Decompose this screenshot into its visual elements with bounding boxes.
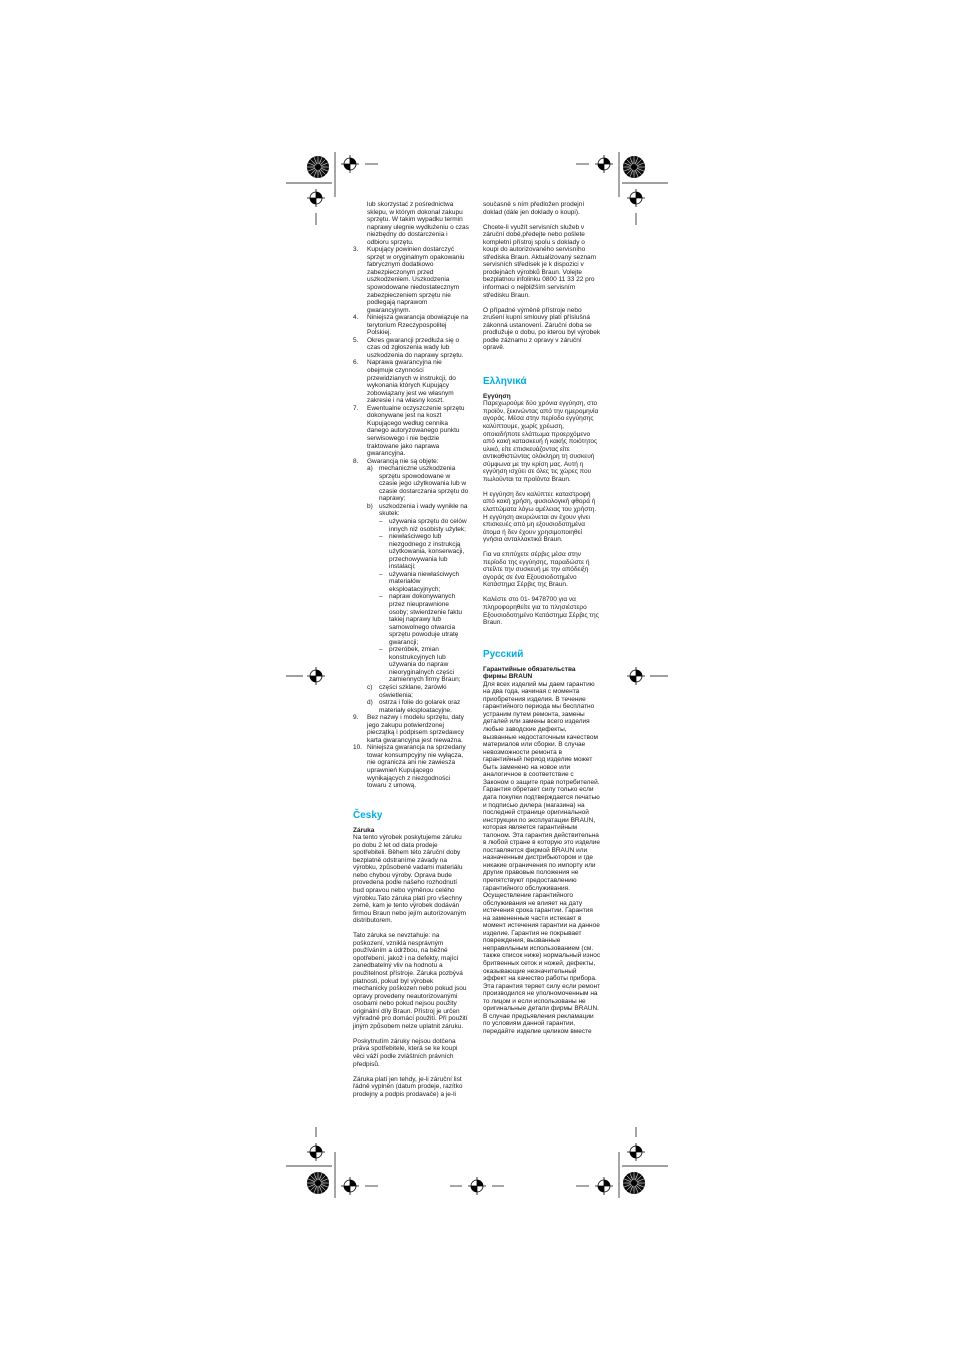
list-item: 8. Gwarancją nie są objęte: a) mechaniczne uszkodzenia sprzętu spowodowane w czasie jego użytkowania lub w czasie dostarczania sprzętu do naprawy; b) uszkodzenia i wady wynikłe na skutek: – używania sprzętu do celów innych niż osobisty użytek; – niewłaściwego lub niezgodnego z instrukcją użytkowania, konserwacji, przechowywania lub instalacji; – używania niewłaściwych materiałów eksploatacyjnych; – napraw dokonywanych przez nieuprawnione osoby; stwierdzenie faktu takiej naprawy lub samowolnego otwarcia sprzętu powoduje utratę gwarancji; – przeróbek, zmian konstrukcyjnych lub używania do napraw nieoryginalnych części zamiennych firmy Braun; c) części szklane, żarówki oświetlenia; d) ostrza i folie do golarek oraz materiały eksploatacyjne. [353, 457, 469, 714]
right-column [483, 201, 601, 1035]
registration-target [341, 155, 359, 173]
starburst-mark-top-right [623, 156, 645, 178]
registration-target [595, 155, 613, 173]
paragraph: Για να επιτύχετε σέρβις μέσα στην περίοδο της εγγύησης, παραδώστε ή στείλτε την συσκευή με την απόδειξη αγοράς σε ένα Εξουσιοδοτημένο Κατάστημα Σέρβις της Braun. [483, 551, 590, 589]
starburst-mark-bottom-left [307, 1172, 329, 1194]
registration-target [341, 1177, 359, 1195]
list-item: lub skorzystać z pośrednictwa sklepu, w którym dokonał zakupu sprzętu. W takim wypadku termin naprawy ulegnie wydłużeniu o czas niezbędny do dostarczenia i odbioru sprzętu. [367, 201, 469, 246]
paragraph: Na tento výrobek poskytujeme záruku po dobu 2 let od data prodeje spotřebiteli. Během této záruční doby bezplatně odstraníme závady na výrobku, způsobené vadami materiálu nebo chybou výroby. Oprava bude provedena podle našeho rozhodnutí bud opravou nebo výměnou celého výrobku.Tato záruka platí pro všechny země, kam je tento výrobek dodáván firmou Braun nebo jejím autorizovaným distributorem. [353, 834, 467, 925]
section-heading-cesky: Česky [353, 809, 383, 821]
registration-target [307, 1143, 325, 1161]
dash-item: – używania niewłaściwych materiałów eksploatacyjnych; [379, 570, 460, 593]
registration-target [595, 1177, 613, 1195]
list-item: 9. Bez nazwy i modelu sprzętu, daty jego zakupu potwierdzonej pieczątką i podpisem sprzedawcy karta gwarancyjna jest nieważna. [353, 714, 464, 744]
registration-target [627, 1143, 645, 1161]
dash-item: – niewłaściwego lub niezgodnego z instrukcją użytkowania, konserwacji, przechowywania lub instalacji; [379, 533, 465, 571]
polish-warranty-list [353, 201, 469, 790]
sub-item: c) części szklane, żarówki oświetlenia; [367, 684, 447, 699]
paragraph: Poskytnutím záruky nejsou dotčena práva spotřebitele, která se ke koupi věci váží podle zvláštních právních předpisů. [353, 1037, 458, 1068]
paragraph: Tato záruka se nevztahuje: na poškození, vzniklá nesprávným používáním a údržbou, na běžné opotřebení, jakož i na defekty, mající zanedbatelný vliv na hodnotu a použitelnost přístroje. Záruka pozbývá platnosti, pokud byl výrobek mechanicky poškozen nebo pokud jsou opravy provedeny neautorizovanými osobami nebo pokud nejsou použity originální díly Braun. Přístroj je určen výhradně pro domácí použití. Při použití jiným způsobem nelze uplatnit záruku. [353, 932, 468, 1030]
sub-item: b) uszkodzenia i wady wynikłe na skutek: [367, 502, 468, 518]
section-subheading: Záruka [353, 826, 375, 834]
sub-item: a) mechaniczne uszkodzenia sprzętu spowodowane w czasie jego użytkowania lub w czasie dostarczania sprzętu do naprawy; [367, 465, 469, 503]
paragraph: Παρεχωρούμε δύο χρόνια εγγύηση, στο προϊόν, ξεκινώντας από την ημερομηνία αγοράς. Μέσα στην περίοδο εγγύησης καλύπτουμε, χωρίς χρέωση, οποιαδήποτε ελάττωμα προερχόμενο από κακή κατασκευή ή κακής ποιότητος υλικό, είτε επισκευάζοντας είτε αντικαθιστώντας ολόκληρη τη συσκευή σύμφωνα με την κρίση μας. Αυτή η εγγύηση ισχύει σε όλες τις χώρες που πωλούνται τα προϊόντα Braun. [483, 400, 599, 483]
paragraph: O případné výměně přístroje nebo zrušení kupní smlouvy platí příslušná zákonná ustanovení. Záruční doba se prodlužuje o dobu, po kterou byl výrobek podle záznamu z opravy v záruční opravě. [483, 306, 601, 352]
dash-item: – napraw dokonywanych przez nieuprawnione osoby; stwierdzenie faktu takiej naprawy lub samowolnego otwarcia sprzętu powoduje utratę gwarancji; [379, 593, 462, 646]
paragraph: Для всех изделий мы даем гарантию на два года, начиная с момента приобретения изделия. В течение гарантийного периода мы бесплатно устраним путем ремонта, замены деталей или замены всего изделия любые заводские дефекты, вызванные недостаточным качеством материалов или сборки. В случае невозможности ремонта в гарантийный период изделие может быть заменено на новое или аналогичное в соответствие с Законом о защите прав потребителей. Гарантия обретает силу только если дата покупки подтверждается печатью и подписью дилера (магазина) на последней странице оригинальной инструкции по эксплуатации BRAUN, которая является гарантийным талоном. Эта гарантия действительна в любой стране в которую это изделие поставляется фирмой BRAUN или назначенным дистрибьютором и где никакие ограничения по импорту или другие правовые положения не препятствуют предоставлению гарантийного обслуживания. Осуществление гарантийного обслуживания не влияет на дату истечения срока гарантии. Гарантия на замененные части истекает в момент истечения гарантии на данное изделие. Гарантия не покрывает повреждения, вызванные неправильным использованием (см. также список ниже) нормальный износ бритвенных сеток и ножей, дефекты, оказывающие незначительный эффект на качество работы прибора. Эта гарантия теряет силу если ремонт производился не уполномоченным на то лицом и если использованы не оригинальные детали фирмы BRAUN. В случае предъявления рекламации по условиям данной гарантии, передайте изделие целиком вместе [483, 680, 601, 1035]
section-subheading: Гарантийные обязательства фирмы BRAUN [483, 665, 576, 681]
list-item: 6. Naprawa gwarancyjna nie obejmuje czynności przewidzianych w instrukcji, do wykonania których Kupujący zobowiązany jest we własnym zakresie i na własny koszt. [353, 359, 456, 405]
dash-item: – przeróbek, zmian konstrukcyjnych lub używania do napraw nieoryginalnych części zamiennych firmy Braun; [379, 646, 461, 684]
starburst-mark-top-left [307, 156, 329, 178]
section-subheading: Εγγύηση [483, 392, 511, 400]
list-item: 3. Kupujący powinien dostarczyć sprzęt w oryginalnym opakowaniu fabrycznym dodatkowo zabezpieczonym przed uszkodzeniem. Uszkodzenia spowodowane niedostatecznym zabezpieczeniem sprzętu nie podlegają naprawom gwarancyjnym. [353, 246, 465, 314]
list-item: 7. Ewentualne oczyszczenie sprzętu dokonywane jest na koszt Kupującego według cennika danego autoryzowanego punktu serwisowego i nie będzie traktowane jako naprawa gwarancyjna. [353, 404, 465, 458]
paragraph: Záruka platí jen tehdy, je-li záruční list řádně vyplněn (datum prodeje, razítko prodejny a podpis prodavače) a je-li [353, 1075, 463, 1098]
section-heading-russian: Русский [483, 648, 524, 660]
starburst-mark-bottom-right [623, 1172, 645, 1194]
list-item: 5. Okres gwarancji przedłuża się o czas od zgłoszenia wady lub uszkodzenia do naprawy sprzętu. [353, 336, 464, 359]
paragraph: Καλέστε στο 01- 9478700 για να πληροφορηθείτε για το πλησιέστερο Εξουσιοδοτημένο Κατάστημα Σέρβις της Braun. [483, 596, 599, 627]
registration-target [307, 189, 325, 207]
registration-target [307, 667, 325, 685]
registration-target [468, 1177, 486, 1195]
list-item: 10. Niniejsza gwarancja na sprzedany towar konsumpcyjny nie wyłącza, nie ogranicza ani nie zawiesza uprawnień Kupującego wynikających z niezgodności towaru z umową. [353, 744, 466, 790]
trim-lines [286, 152, 668, 1198]
paragraph: Chcete-li využít servisních služeb v záruční době,předejte nebo pošlete kompletní přístroj spolu s doklady o koupi do autorizovaného servisního střediska Braun. Aktualizovaný seznam servisních středisek je k dispozici v prodejnách výrobků Braun. Volejte bezplatnou infolinku 0800 11 33 22 pro informaci o nejbližším servisním středisku Braun. [483, 223, 597, 299]
paragraph: Η εγγύηση δεν καλύπτει: καταστροφή από κακή χρήση, φυσιολογική φθορά ή ελαττώματα λόγω αμέλειας του χρήστη. Η εγγύηση ακυρώνεται αν έχουν γίνει επισκευές από μη εξουσιοδοτημένα άτομα ή δεν έχουν χρησιμοποιηθεί γνήσια ανταλλακτικά Braun. [483, 490, 597, 544]
dash-item: – używania sprzętu do celów innych niż osobisty użytek; [379, 517, 467, 533]
registration-target [627, 189, 645, 207]
left-column [353, 201, 469, 1098]
sub-item: d) ostrza i folie do golarek oraz materiały eksploatacyjne. [367, 699, 461, 714]
paragraph: současně s ním předložen prodejní doklad (dále jen doklady o koupi). [483, 201, 585, 216]
list-item: 4. Niniejsza gwarancja obowiązuje na terytorium Rzeczypospolitej Polskiej. [353, 314, 469, 337]
section-heading-greek: Ελληνικά [483, 375, 527, 387]
registration-target [627, 667, 645, 685]
